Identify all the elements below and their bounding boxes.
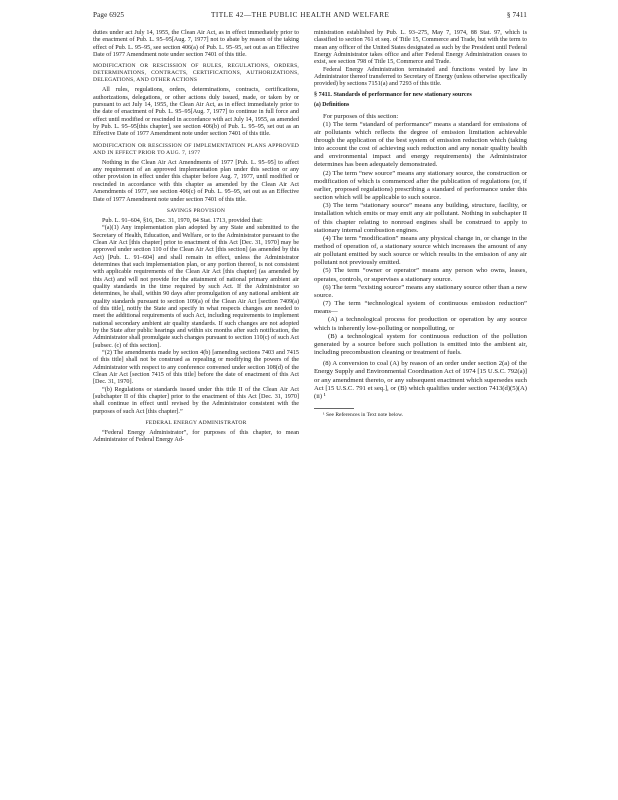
footnote: ¹ See References in Text note below. <box>323 411 404 418</box>
right-column <box>314 30 527 419</box>
definition-item: (3) The term “stationary source” means any building, structure, facility, or installation which emits or may emit any air pollutant. Nothing in subchapter II of this chapter relating to nonroad engines shall be construed to apply to stationary internal combustion engines. <box>314 202 527 234</box>
paragraph: ministration established by Pub. L. 93–275, May 7, 1974, 88 Stat. 97, which is classified to section 761 et seq. of Title 15, Commerce and Trade, but with the term to mean any officer of the United States designated as such by the President until Federal Energy Administrator takes office and after Federal Energy Administration ceases to exist, see section 798 of Title 15, Commerce and Trade. <box>314 30 527 66</box>
paragraph: duties under act July 14, 1955, the Clean Air Act, as in effect immediately prior to the enactment of Pub. L. 95–95[Aug. 7, 1977] not to abate by reason of the taking effect of Pub. L. 95–95, see section 406(a) of Pub. L. 95–95, set out as an Effective Date of 1977 Amendment note under section 7401 of this title. <box>93 30 299 59</box>
footnote-rule <box>314 408 354 409</box>
paragraph: “(b) Regulations or standards issued under this title II of the Clean Air Act [subchapter II of this chapter] prior to the enactment of this Act [Dec. 31, 1970] shall continue in effect until revised by the Administrator consistent with the purposes of such Act [this chapter].” <box>93 386 299 415</box>
paragraph: Nothing in the Clean Air Act Amendments of 1977 [Pub. L. 95–95] to affect any requirement of an approved implementation plan under this section or any other provision in effect under this chapter before Aug. 7, 1977, until modified or rescinded in accordance with this chapter as amended by the Clean Air Act Amendments of 1977, see section 406(c) of Pub. L. 95–95, set out as an Effective Date of 1977 Amendment note under section 7401 of this title. <box>93 159 299 203</box>
paragraph: For purposes of this section: <box>323 112 399 120</box>
definition-item: (7) The term “technological system of continuous emission reduction” means— <box>314 300 527 316</box>
definition-item: (5) The term “owner or operator” means any person who owns, leases, operates, controls, or supervises a stationary source. <box>314 267 527 283</box>
note-heading: MODIFICATION OR RESCISSION OF RULES, REGULATIONS, ORDERS, DETERMINATIONS, CONTRACTS, CERTIFICATIONS, AUTHORIZATIONS, DELEGATIONS, AND OTHER ACTIONS <box>93 63 299 84</box>
definition-item: (4) The term “modification” means any physical change in, or change in the method of operation of, a stationary source which increases the amount of any air pollutant emitted by such source or which results in the emission of any air pollutant not previously emitted. <box>314 234 527 267</box>
page-number: Page 6925 <box>93 11 125 19</box>
paragraph: Pub. L. 91–604, §16, Dec. 31, 1970, 84 Stat. 1713, provided that: <box>102 217 263 224</box>
definition-subitem: (A) a technological process for production or operation by any source which is inherently low-polluting or nonpolluting, or <box>314 316 527 332</box>
note-heading: SAVINGS PROVISION <box>166 207 226 214</box>
paragraph: Federal Energy Administration terminated and functions vested by law in Administrator thereof transferred to Secretary of Energy (unless otherwise specifically provided) by sections 7151(a) and 7293 of this title. <box>314 66 527 88</box>
definition-item: (6) The term “existing source” means any stationary source other than a new source. <box>314 283 527 299</box>
paragraph: “(2) The amendments made by section 4(b) [amending sections 7403 and 7415 of this title] shall not be construed as repealing or modifying the powers of the Administrator with respect to any conference convened under section 108(d) of the Clean Air Act [section 7415 of this title] before the date of enactment of this Act [Dec. 31, 1970]. <box>93 350 299 386</box>
left-column <box>93 30 299 445</box>
definition-item: (8) A conversion to coal (A) by reason of an order under section 2(a) of the Energy Supply and Environmental Coordination Act of 1974 [15 U.S.C. 792(a)] or any amendment thereto, or any subsequent enactment which supersedes such Act [15 U.S.C. 791 et seq.], or (B) which qualifies under section 7413(d)(5)(A)(ii) ¹ <box>314 360 527 400</box>
note-heading: FEDERAL ENERGY ADMINISTRATOR <box>145 420 247 427</box>
note-heading: MODIFICATION OR RESCISSION OF IMPLEMENTATION PLANS APPROVED AND IN EFFECT PRIOR TO AUG. 7, 1977 <box>93 142 299 156</box>
paragraph: “Federal Energy Administrator”, for purposes of this chapter, to mean Administrator of Federal Energy Ad- <box>93 430 299 444</box>
statute-text <box>314 113 527 401</box>
definition-item: (2) The term “new source” means any stationary source, the construction or modification of which is commenced after the publication of regulations (or, if earlier, proposed regulations) prescribing a standard of performance under this section which will be applicable to such source. <box>314 169 527 202</box>
section-number: § 7411 <box>506 11 527 19</box>
definition-subitem: (B) a technological system for continuous reduction of the pollution generated by a source before such pollution is emitted into the ambient air, including precombustion cleaning or treatment of fuels. <box>314 332 527 357</box>
definition-item: (1) The term “standard of performance” means a standard for emissions of air pollutants which reflects the degree of emission limitation achievable through the application of the best system of emission reduction which (taking into account the cost of achieving such reduction and any nonair quality health and environmental impact and energy requirements) the Administrator determines has been adequately demonstrated. <box>314 120 527 169</box>
section-heading: § 7411. Standards of performance for new stationary sources <box>314 91 472 98</box>
paragraph: All rules, regulations, orders, determinations, contracts, certifications, authorizations, delegations, or other actions duly issued, made, or taken by or pursuant to act July 14, 1955, the Clean Air Act, as in effect immediately prior to the date of enactment of Pub. L. 95–95[Aug. 7, 1977] to continue in full force and effect until modified or rescinded in accordance with act July 14, 1955, as amended by Pub. L. 95–95[this chapter], see section 406(b) of Pub. L. 95–95, set out as an Effective Date of 1977 Amendment note under section 7401 of this title. <box>93 87 299 138</box>
subsection-heading: (a) Definitions <box>314 102 350 109</box>
running-title: TITLE 42—THE PUBLIC HEALTH AND WELFARE <box>211 11 390 19</box>
page-header <box>93 11 527 23</box>
paragraph: “(a)(1) Any implementation plan adopted by any State and submitted to the Secretary of Health, Education, and Welfare, or to the Administrator pursuant to the Clean Air Act [this chapter] prior to enactment of this Act [Dec. 31, 1970] may be approved under section 110 of the Clean Air Act [this section] (as amended by this Act) [Pub. L. 91–604] and shall remain in effect, unless the Administrator determines that such implementation plan, or any portion thereof, is not consistent with applicable requirements of the Clean Air Act [this chapter] (as amended by this Act) and will not provide for the attainment of national primary ambient air quality standards in the time required by such Act. If the Administrator so determines, he shall, within 90 days after promulgation of any national ambient air quality standards pursuant to section 109(a) of the Clean Air Act [section 7409(a) of this title], notify the State and specify in what respects changes are needed to meet the additional requirements of such Act, including requirements to implement national secondary ambient air quality standards. If such changes are not adopted by the State after public hearings and within six months after such notification, the Administrator shall promulgate such changes pursuant to section 110(c) of such Act [subsec. (c) of this section]. <box>93 225 299 349</box>
